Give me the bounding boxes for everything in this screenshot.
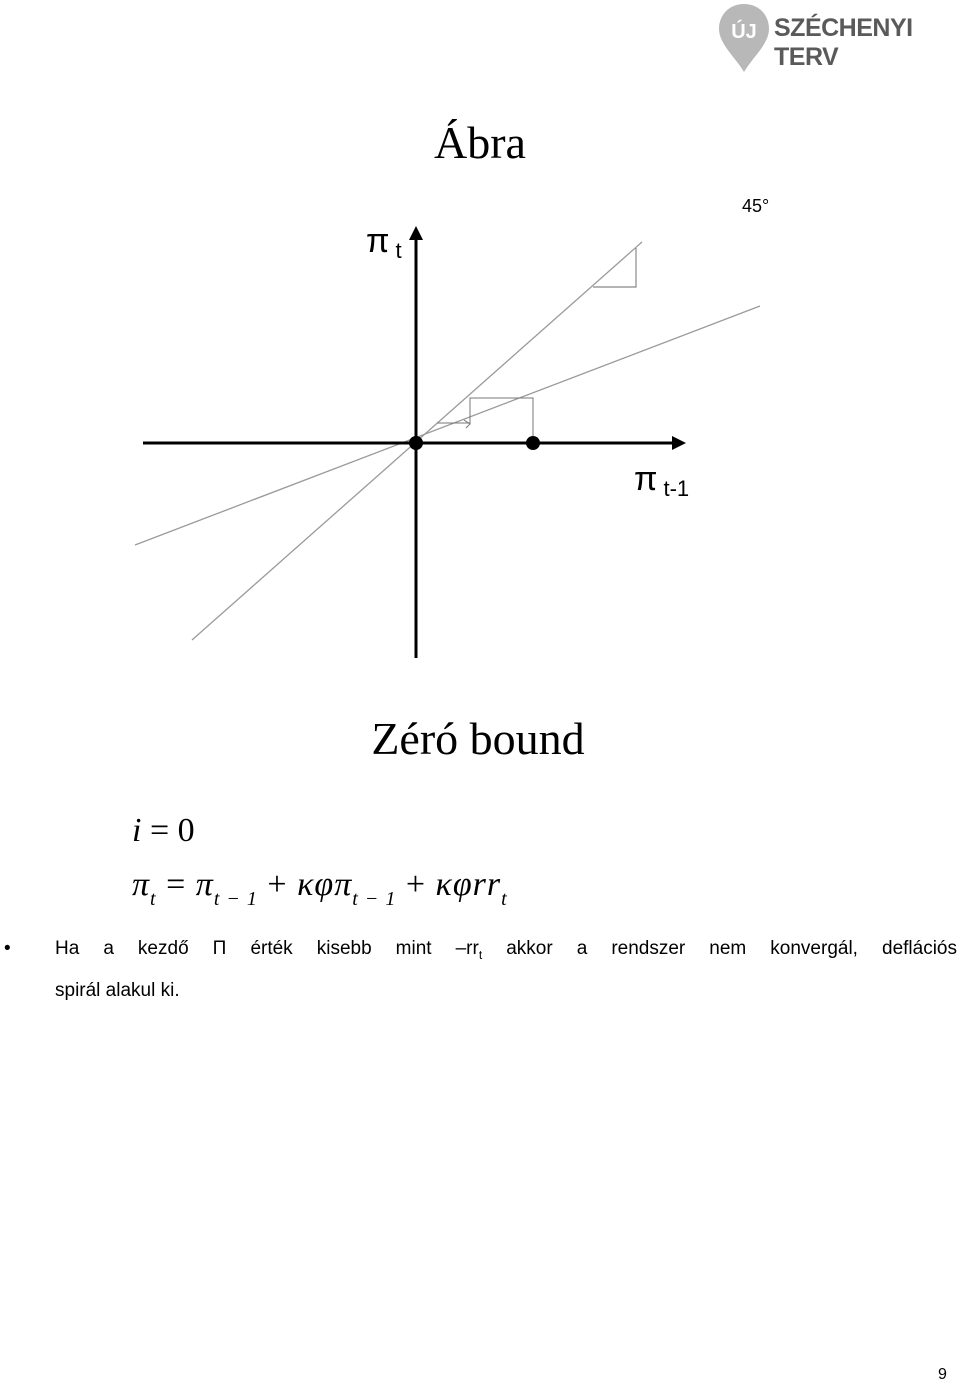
equation-interest-rate: i = 0	[132, 812, 195, 849]
location-pin-icon	[716, 2, 772, 74]
bullet-text-continuation: spirál alakul ki.	[55, 980, 180, 1001]
line-phillips	[135, 306, 760, 545]
bullet-text: Ha a kezdő Π érték kisebb mint $-rr_t$ akkor a rendszer nem konvergál, deflációs	[55, 938, 957, 962]
origin-point	[409, 436, 423, 450]
angle-label: 45°	[742, 196, 770, 216]
diagram-svg	[0, 180, 960, 680]
cobweb-arrow	[464, 420, 470, 428]
diagram-title: Ábra	[434, 117, 526, 168]
szechenyi-terv-logo	[712, 0, 960, 78]
x-axis-arrow	[672, 436, 686, 450]
bullet-dot: •	[4, 938, 11, 959]
equation-inflation: $\pi_t = \pi_{t - 1} + \kappa\varphi\pi_{t - 1} + \kappa\varphi rr_t$	[132, 866, 508, 910]
cobweb-path	[437, 398, 533, 445]
y-axis-arrow	[409, 226, 423, 240]
section-title: Zéró bound	[371, 713, 585, 764]
phillips-diagram	[0, 180, 960, 680]
page-number: 9	[938, 1366, 947, 1383]
logo-mark-text: ÚJ	[731, 21, 757, 43]
logo-text: SZÉCHENYI TERV	[774, 14, 913, 71]
x-axis-label: π $_{t-1}$	[634, 460, 690, 501]
y-axis-label: π $_t$	[366, 222, 402, 263]
initial-point	[526, 436, 540, 450]
